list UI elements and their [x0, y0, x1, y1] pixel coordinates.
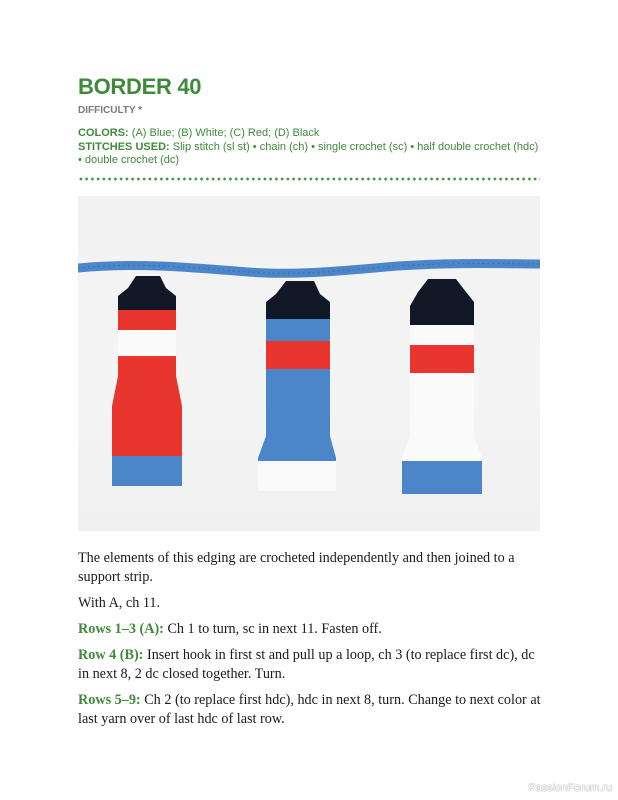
- pattern-meta: [78, 127, 540, 168]
- colors-label: COLORS:: [78, 127, 129, 139]
- stitches-label: STITCHES USED:: [78, 140, 170, 153]
- row-label: Rows 5–9:: [78, 692, 141, 708]
- row-instruction: [78, 691, 548, 729]
- row-text: Insert hook in first st and pull up a loop, ch 3 (to replace first dc), dc in next 8, 2 dc closed together. Turn.: [78, 647, 535, 682]
- difficulty-label: DIFFICULTY *: [78, 105, 143, 116]
- row-instruction: [78, 620, 548, 639]
- start-text: With A, ch 11.: [78, 595, 161, 611]
- support-strip: [78, 264, 540, 274]
- row-label: Rows 1–3 (A):: [78, 621, 164, 637]
- row-label: Row 4 (B):: [78, 647, 144, 663]
- stitches-value: Slip stitch (sl st) • chain (ch) • single crochet (sc) • half double crochet (hdc) • double crochet (dc): [78, 140, 539, 166]
- colors-value: (A) Blue; (B) White; (C) Red; (D) Black: [128, 127, 320, 139]
- stitches-line: [78, 141, 540, 168]
- pattern-photo: [78, 196, 540, 531]
- pennant-3: [398, 277, 488, 497]
- intro-text: The elements of this edging are crocheted independently and then joined to a support strip.: [78, 550, 515, 585]
- instructions: [78, 549, 548, 736]
- row-text: Ch 1 to turn, sc in next 11. Fasten off.: [163, 621, 382, 637]
- colors-line: [78, 127, 540, 141]
- pennant-2: [253, 279, 343, 493]
- row-text: Ch 2 (to replace first hdc), hdc in next 8, turn. Change to next color at last yarn over of last hdc of last row.: [78, 692, 541, 727]
- pennant-1: [108, 274, 188, 488]
- pattern-title: BORDER 40: [78, 74, 202, 99]
- watermark: PassionForum.ru: [528, 782, 612, 794]
- dotted-divider: [78, 177, 540, 181]
- row-instruction: [78, 646, 548, 684]
